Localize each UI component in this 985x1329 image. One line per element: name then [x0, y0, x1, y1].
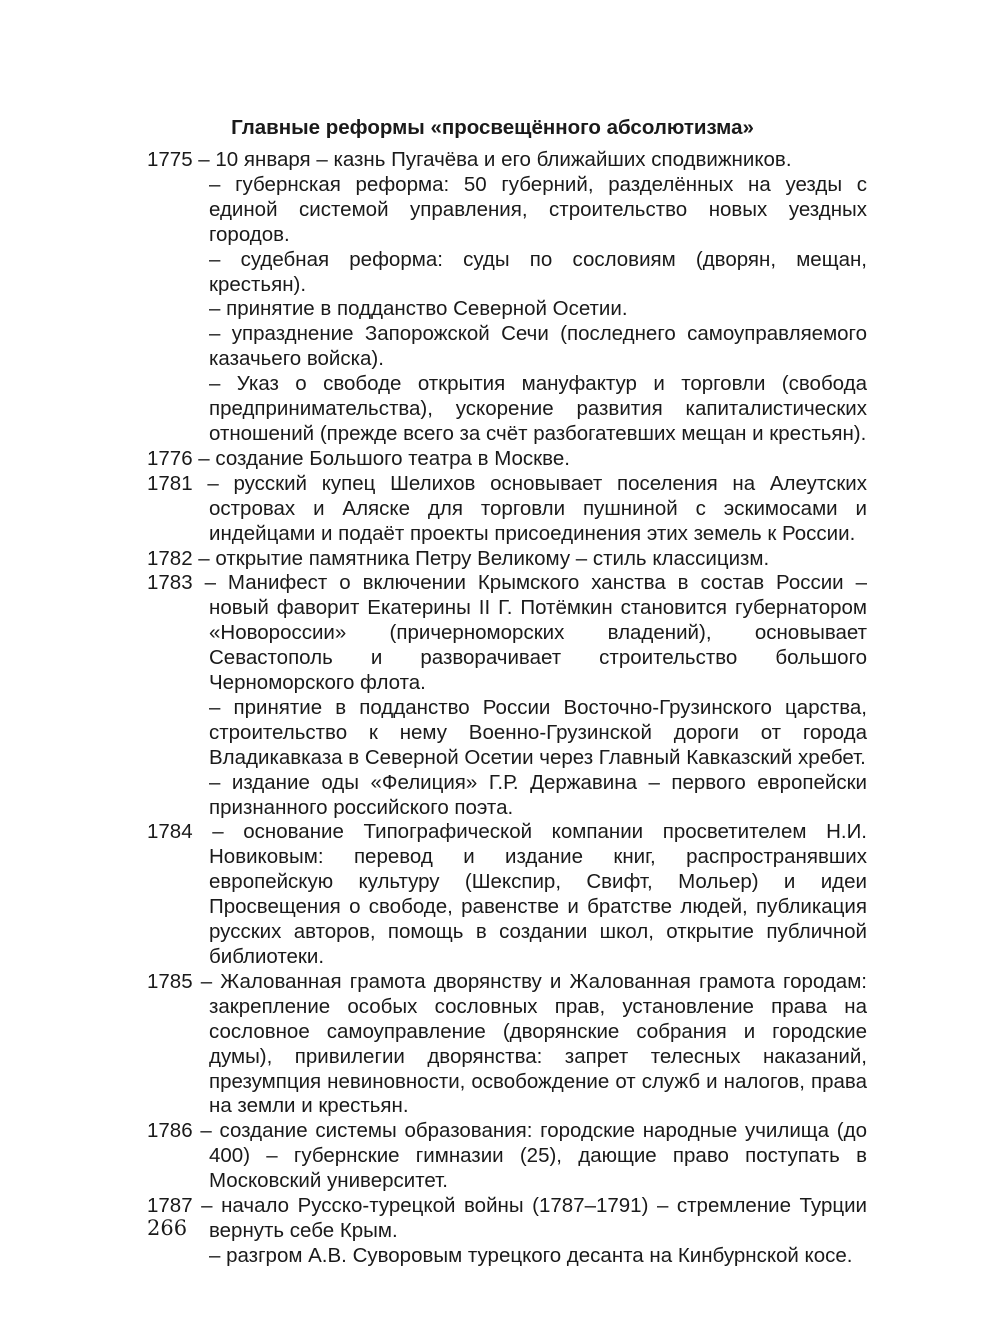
entry-subitem: – губернская реформа: 50 губерний, разделённых на уезды с единой системой управления, строительство новых уездных городов.: [209, 172, 867, 246]
entry-text: 1786 – создание системы образования: городские народные училища (до 400) – губернские гимназии (25), дающие право поступать в Московский университет.: [147, 1119, 867, 1193]
entry-subitem: – упразднение Запорожской Сечи (последнего самоуправляемого казачьего войска).: [209, 322, 867, 371]
reform-entry: [147, 970, 867, 1119]
reform-entry: [147, 820, 867, 969]
reform-entry: [147, 547, 867, 572]
entry-subitem: – принятие в подданство Северной Осетии.: [209, 297, 628, 321]
entry-subitem: – судебная реформа: суды по сословиям (дворян, мещан, крестьян).: [209, 247, 867, 296]
reform-list: [147, 148, 867, 1269]
reform-entry: [147, 148, 867, 447]
page-number: 266: [147, 1216, 188, 1240]
reform-entry: [147, 447, 867, 472]
entry-text: 1785 – Жалованная грамота дворянству и Жалованная грамота городам: закрепление особых сословных прав, установление права на сословное самоуправление (дворянские собрания и городские думы), привилегии дворянства: запрет телесных наказаний, презумпция невиновности, освобождение от служб и налогов, права на земли и крестьян.: [147, 969, 867, 1118]
reform-entry: [147, 1194, 867, 1269]
reform-entry: [147, 472, 867, 547]
entry-text: 1782 – открытие памятника Петру Великому – стиль классицизм.: [147, 546, 770, 570]
entry-text: 1776 – создание Большого театра в Москве.: [147, 446, 570, 470]
reform-entry: [147, 571, 867, 820]
entry-text: 1781 – русский купец Шелихов основывает поселения на Алеутских островах и Аляске для торговли пушниной с эскимосами и индейцами и подаёт проекты присоединения этих земель к России.: [147, 471, 867, 545]
entry-text: 1787 – начало Русско-турецкой войны (1787–1791) – стремление Турции вернуть себе Крым.: [147, 1194, 867, 1242]
section-title: Главные реформы «просвещённого абсолютизма»: [231, 116, 754, 139]
entry-text: 1784 – основание Типографической компании просветителем Н.И. Новиковым: перевод и издание книг, распространявших европейскую культуру (Шекспир, Свифт, Мольер) и идеи Просвещения о свободе, равенстве и братстве людей, публикация русских авторов, помощь в создании школ, открытие публичной библиотеки.: [147, 820, 867, 968]
entry-text: 1775 – 10 января – казнь Пугачёва и его ближайших сподвижников.: [147, 148, 792, 171]
entry-subitem: – Указ о свободе открытия мануфактур и торговли (свобода предпринимательства), ускорение развития капиталистических отношений (прежде всего за счёт разбогатевших мещан и крестьян).: [209, 372, 867, 445]
entry-subitem: – принятие в подданство России Восточно-Грузинского царства, строительство к нему Военно-Грузинской дороги от города Владикавказа в Северной Осетии через Главный Кавказский хребет.: [209, 695, 867, 769]
reform-entry: [147, 1119, 867, 1194]
entry-subitem: – издание оды «Фелиция» Г.Р. Державина – первого европейски признанного российского поэта.: [209, 770, 867, 819]
entry-subitem: – разгром А.В. Суворовым турецкого десанта на Кинбурнской косе.: [209, 1243, 853, 1267]
entry-text: 1783 – Манифест о включении Крымского ханства в состав России – новый фаворит Екатерины II Г. Потёмкин становится губернатором «Новороссии» (причерноморских владений), основывает Севастополь и разворачивает строительство большого Черноморского флота.: [147, 571, 867, 695]
